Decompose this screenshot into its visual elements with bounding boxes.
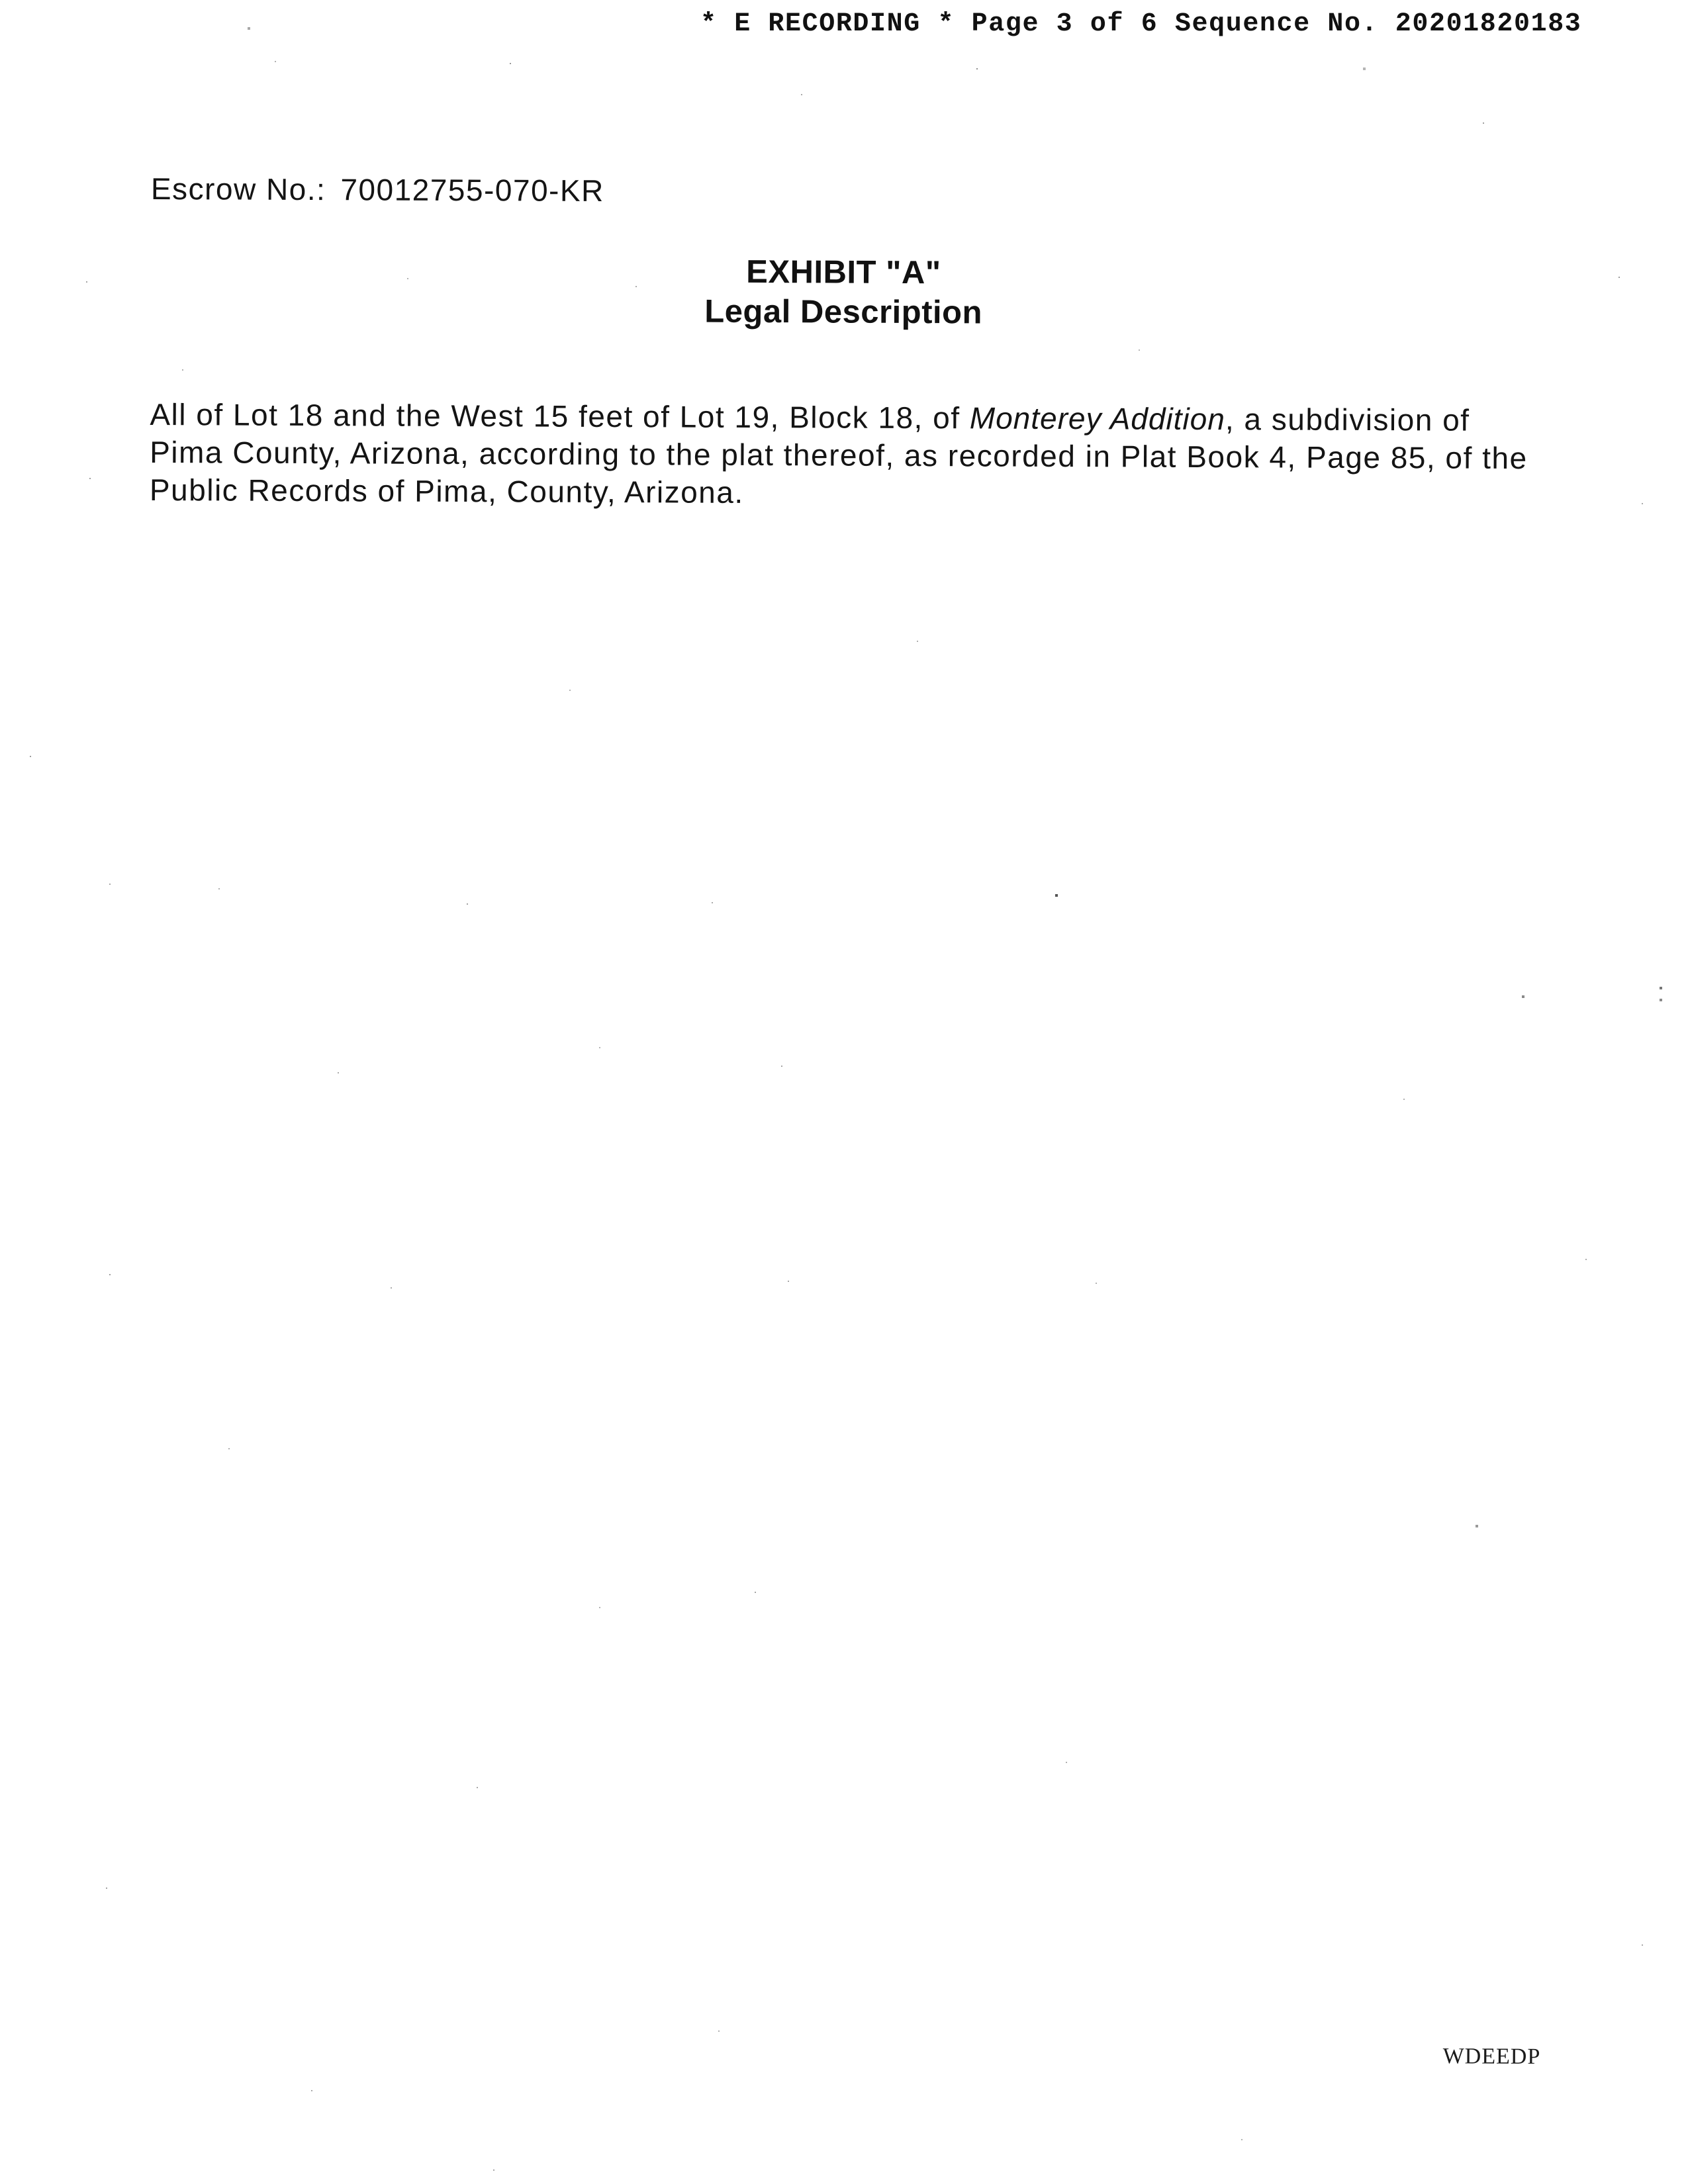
exhibit-title-block bbox=[0, 249, 1688, 336]
e-recording-header: * E RECORDING * Page 3 of 6 Sequence No. 20201820183 bbox=[700, 9, 1582, 39]
document-form-code: WDEEDP bbox=[1442, 2044, 1541, 2070]
exhibit-title: EXHIBIT "A" bbox=[746, 253, 941, 291]
exhibit-subtitle: Legal Description bbox=[704, 293, 983, 331]
legal-description-paragraph bbox=[150, 396, 1537, 515]
escrow-number: 70012755-070-KR bbox=[340, 172, 604, 208]
legal-description-text-end: , a subdivision of Pima County, Arizona, according to the plat thereof, as recorded in Plat Book 4, Page 85, of the Public Records of Pima, County, Arizona. bbox=[149, 402, 1528, 510]
escrow-label: Escrow No.: bbox=[150, 171, 326, 207]
legal-description-text-start: All of Lot 18 and the West 15 feet of Lot 19, Block 18, of bbox=[150, 396, 970, 435]
escrow-number-line bbox=[151, 171, 604, 208]
subdivision-name-italic: Monterey Addition bbox=[969, 400, 1225, 437]
